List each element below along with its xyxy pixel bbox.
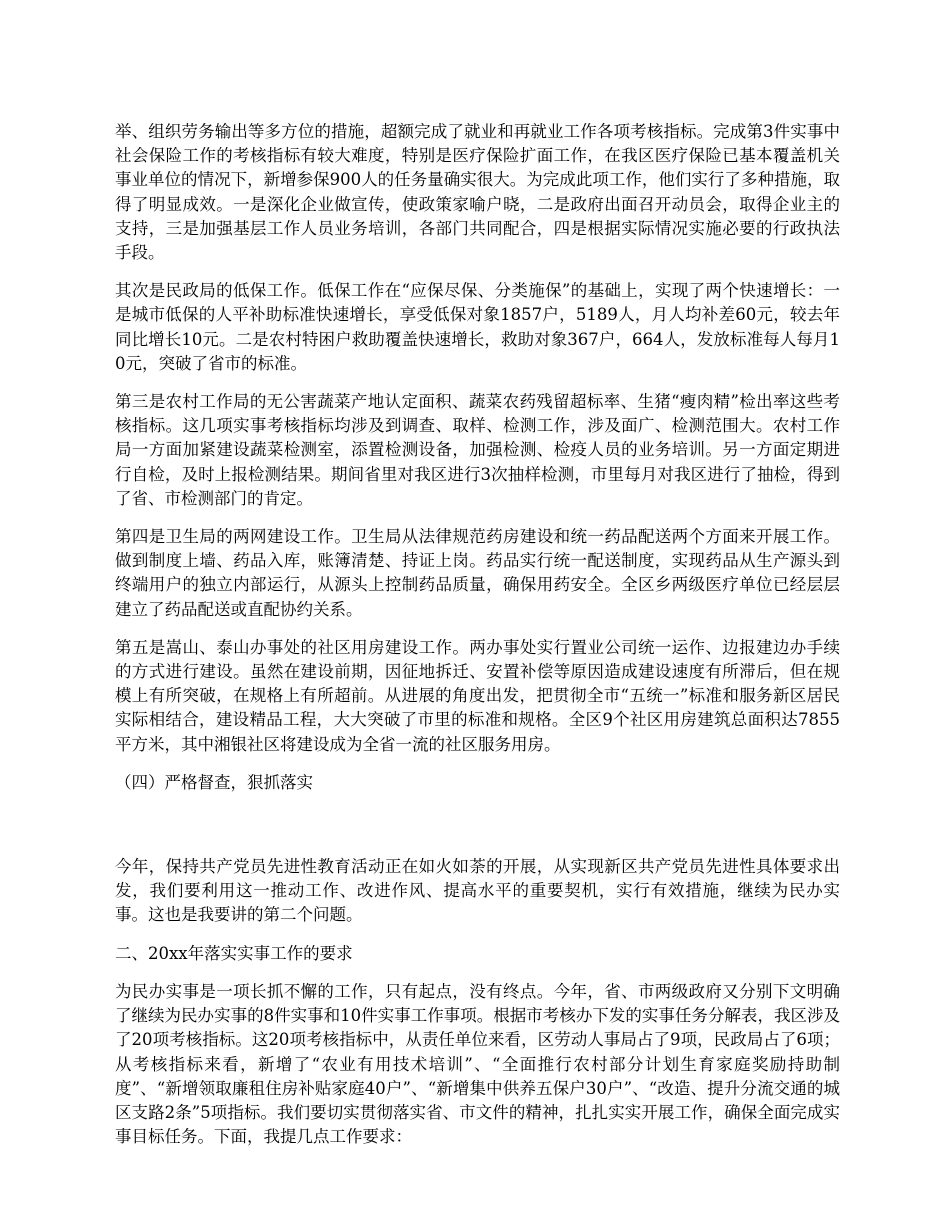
paragraph-community-housing: 第五是嵩山、泰山办事处的社区用房建设工作。两办事处实行置业公司统一运作、边报建边办手续的方式进行建设。虽然在建设前期，因征地拆迁、安置补偿等原因造成建设速度有所滞后，但在规模上有所突破，在规格上有所超前。从进展的角度出发，把贯彻全市“五统一”标准和服务新区居民实际相结合，建设精品工程，大大突破了市里的标准和规格。全区9个社区用房建筑总面积达7855平方米，其中湘银社区将建设成为全省一流的社区服务用房。 (115, 637, 840, 754)
paragraph-health-bureau: 第四是卫生局的两网建设工作。卫生局从法律规范药房建设和统一药品配送两个方面来开展工作。做到制度上墙、药品入库，账簿清楚、持证上岗。药品实行统一配送制度，实现药品从生产源头到终端用户的独立内部运行，从源头上控制药品质量，确保用药安全。全区乡两级医疗单位已经层层建立了药品配送或直配协约关系。 (115, 527, 840, 619)
paragraph-party-education: 今年，保持共产党员先进性教育活动正在如火如荼的开展，从实现新区共产党员先进性具体要求出发，我们要利用这一推动工作、改进作风、提高水平的重要契机，实行有效措施，继续为民办实事。这也是我要讲的第二个问题。 (115, 857, 840, 925)
document-page (115, 120, 840, 1163)
paragraph-requirements: 为民办实事是一项长抓不懈的工作，只有起点，没有终点。今年，省、市两级政府又分别下文明确了继续为民办实事的8件实事和10件实事工作事项。根据市考核办下发的实事任务分解表，我区涉及了20项考核指标。这20项考核指标中，从责任单位来看，区劳动人事局占了9项，民政局占了6项；从考核指标来看，新增了“农业有用技术培训”、“全面推行农村部分计划生育家庭奖励持助制度”、“新增领取廉租住房补贴家庭40户”、“新增集中供养五保户30户”、“改造、提升分流交通的城区支路2条”5项指标。我们要切实贯彻落实省、市文件的精神，扎扎实实开展工作，确保全面完成实事目标任务。下面，我提几点工作要求： (115, 981, 840, 1147)
section-heading: 二、20xx年落实实事工作的要求 (115, 943, 353, 963)
blank-space (115, 809, 840, 855)
paragraph-civil-affairs: 其次是民政局的低保工作。低保工作在“应保尽保、分类施保”的基础上，实现了两个快速增长：一是城市低保的人平补助标准快速增长，享受低保对象1857户，5189人，月人均补差60元，较去年同比增长10元。二是农村特困户救助覆盖快速增长，救助对象367户，664人，发放标准每人每月10元，突破了省市的标准。 (115, 281, 840, 373)
paragraph-employment: 举、组织劳务输出等多方位的措施，超额完成了就业和再就业工作各项考核指标。完成第3件实事中社会保险工作的考核指标有较大难度，特别是医疗保险扩面工作，在我区医疗保险已基本覆盖机关事业单位的情况下，新增参保900人的任务量确实很大。为完成此项工作，他们实行了多种措施，取得了明显成效。一是深化企业做宣传，使政策家喻户晓，二是政府出面召开动员会，取得企业主的支持，三是加强基层工作人员业务培训，各部门共同配合，四是根据实际情况实施必要的行政执法手段。 (115, 122, 840, 263)
subsection-heading: （四）严格督查，狠抓落实 (115, 772, 313, 792)
paragraph-rural-work: 第三是农村工作局的无公害蔬菜产地认定面积、蔬菜农药残留超标率、生猪“瘦肉精”检出率这些考核指标。这几项实事考核指标均涉及到调查、取样、检测工作，涉及面广、检测范围大。农村工作局一方面加紧建设蔬菜检测室，添置检测设备，加强检测、检疫人员的业务培训。另一方面定期进行自检，及时上报检测结果。期间省里对我区进行3次抽样检测，市里每月对我区进行了抽检，得到了省、市检测部门的肯定。 (115, 392, 840, 508)
